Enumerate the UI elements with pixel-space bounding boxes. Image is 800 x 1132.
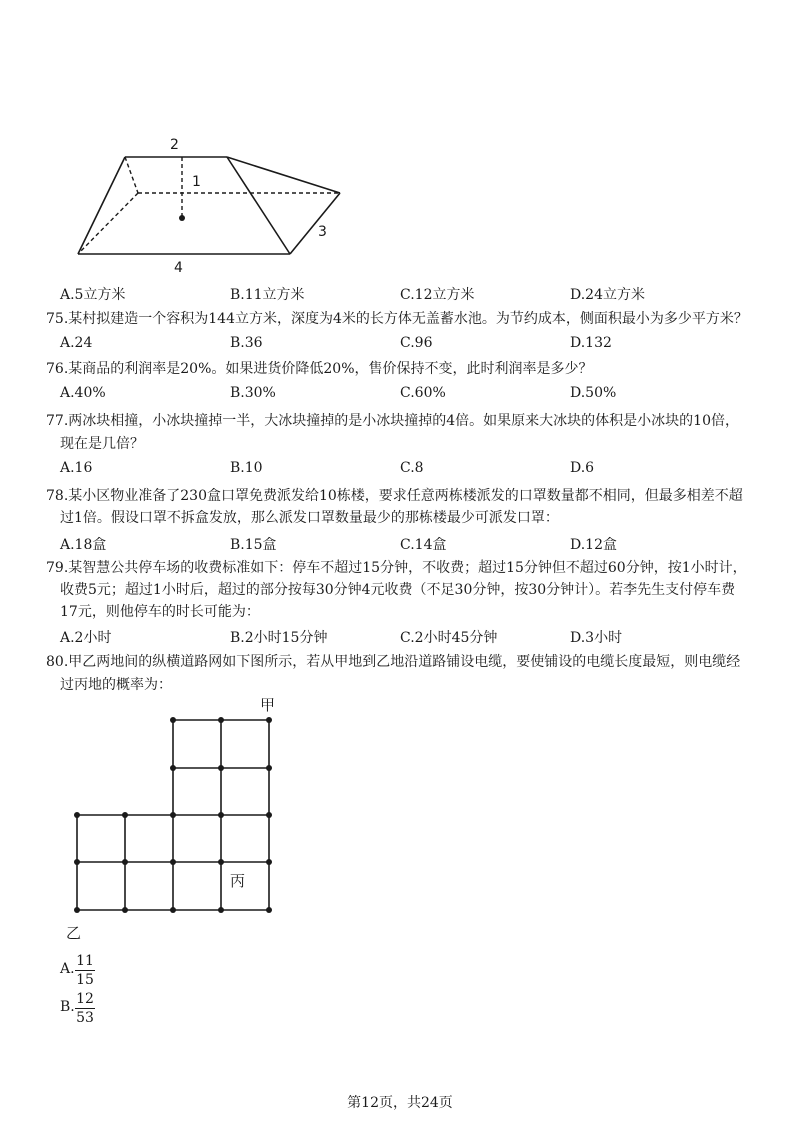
q74-option-b[interactable]: B.11立方米	[230, 287, 305, 303]
q75-options	[60, 335, 760, 355]
q79-option-b[interactable]: B.2小时15分钟	[230, 630, 328, 646]
q80-option-b-fraction	[74, 990, 96, 1027]
q77-option-a[interactable]: A.16	[60, 460, 93, 476]
q80-option-a-fraction	[74, 952, 96, 989]
grid-node	[122, 812, 128, 818]
q75-option-b[interactable]: B.36	[230, 335, 263, 351]
q80-option-b-numerator: 12	[76, 991, 94, 1007]
q79-options	[60, 627, 760, 647]
grid-node	[122, 907, 128, 913]
road-grid-figure	[60, 690, 290, 950]
q78-option-d[interactable]: D.12盒	[570, 537, 617, 553]
grid-node	[266, 717, 272, 723]
prism-hidden-top-edge	[125, 157, 138, 193]
q76-options	[60, 385, 760, 405]
grid-label-jia: 甲	[260, 696, 276, 714]
q76-option-d[interactable]: D.50%	[570, 385, 617, 401]
q80-text-line2: 过丙地的概率为：	[60, 677, 172, 693]
q74-option-d[interactable]: D.24立方米	[570, 287, 645, 303]
grid-node	[170, 859, 176, 865]
q78-options	[60, 534, 760, 554]
prism-back-right-edge	[290, 193, 340, 254]
grid-node	[266, 765, 272, 771]
q77-text-line2: 现在是几倍？	[60, 436, 144, 452]
prism-figure	[70, 130, 360, 280]
q76-option-a[interactable]: A.40%	[60, 385, 106, 401]
q78-option-b[interactable]: B.15盒	[230, 537, 277, 553]
q80-option-a-prefix: A.	[60, 961, 75, 977]
grid-node	[170, 812, 176, 818]
q76-text: 76.某商品的利润率是20%。如果进货价降低20%，售价保持不变，此时利润率是多少？	[46, 361, 593, 377]
q76-option-c[interactable]: C.60%	[400, 385, 446, 401]
q80-option-b-prefix: B.	[60, 999, 75, 1015]
grid-node	[218, 717, 224, 723]
q78-option-c[interactable]: C.14盒	[400, 537, 447, 553]
grid-node	[218, 907, 224, 913]
q79-option-d[interactable]: D.3小时	[570, 630, 623, 646]
grid-node	[218, 812, 224, 818]
q79-option-c[interactable]: C.2小时45分钟	[400, 630, 498, 646]
grid-label-bing: 丙	[230, 872, 246, 890]
q79-text-line1: 79.某智慧公共停车场的收费标准如下：停车不超过15分钟，不收费；超过15分钟但不超过60分钟，按1小时计，	[46, 560, 747, 576]
q74-options	[60, 284, 760, 304]
prism-height-foot	[179, 215, 185, 221]
prism-label-top: 2	[170, 137, 179, 153]
grid-node	[170, 717, 176, 723]
q80-option-b-denominator: 53	[76, 1010, 94, 1026]
q79-text-line3: 17元，则他停车的时长可能为：	[60, 604, 260, 620]
prism-label-bottom: 4	[174, 260, 183, 276]
q75-option-d[interactable]: D.132	[570, 335, 612, 351]
q77-option-c[interactable]: C.8	[400, 460, 424, 476]
q77-options	[60, 460, 760, 480]
q74-option-c[interactable]: C.12立方米	[400, 287, 475, 303]
q80-option-a-numerator: 11	[76, 953, 94, 969]
prism-top-right-edge	[227, 157, 340, 193]
grid-node	[74, 812, 80, 818]
grid-node	[218, 859, 224, 865]
grid-node	[74, 859, 80, 865]
prism-left-edge	[78, 157, 125, 254]
prism-front-right-edge	[227, 157, 290, 254]
q77-option-b[interactable]: B.10	[230, 460, 263, 476]
grid-node	[122, 859, 128, 865]
q80-option-a-denominator: 15	[76, 972, 94, 988]
q77-text-line1: 77.两冰块相撞，小冰块撞掉一半，大冰块撞掉的是小冰块撞掉的4倍。如果原来大冰块的体积是小冰块的10倍，	[46, 413, 739, 429]
prism-hidden-bottom-edge	[78, 193, 138, 254]
grid-node	[266, 859, 272, 865]
grid-node	[74, 907, 80, 913]
q77-option-d[interactable]: D.6	[570, 460, 595, 476]
q80-option-a[interactable]	[60, 952, 120, 990]
q80-option-b[interactable]	[60, 990, 120, 1028]
q75-option-a[interactable]: A.24	[60, 335, 93, 351]
q78-text-line2: 过1倍。假设口罩不拆盒发放，那么派发口罩数量最少的那栋楼最少可派发口罩：	[60, 510, 559, 526]
grid-node	[266, 812, 272, 818]
q79-option-a[interactable]: A.2小时	[60, 630, 112, 646]
prism-label-side: 3	[318, 224, 327, 240]
grid-node	[218, 765, 224, 771]
q79-text-line2: 收费5元；超过1小时后，超过的部分按每30分钟4元收费（不足30分钟，按30分钟计）。若李先生支付停车费	[60, 582, 736, 598]
grid-node	[266, 907, 272, 913]
q74-option-a[interactable]: A.5立方米	[60, 287, 126, 303]
q80-text-line1: 80.甲乙两地间的纵横道路网如下图所示，若从甲地到乙地沿道路铺设电缆，要使铺设的电缆长度最短，则电缆经	[46, 654, 741, 670]
q78-text-line1: 78.某小区物业准备了230盒口罩免费派发给10栋楼，要求任意两栋楼派发的口罩数量都不相同，但最多相差不超	[46, 488, 743, 504]
q78-option-a[interactable]: A.18盒	[60, 537, 107, 553]
page-footer: 第12页，共24页	[347, 1095, 453, 1111]
grid-node	[170, 765, 176, 771]
grid-node	[170, 907, 176, 913]
q75-option-c[interactable]: C.96	[400, 335, 433, 351]
q75-text: 75.某村拟建造一个容积为144立方米，深度为4米的长方体无盖蓄水池。为节约成本，侧面积最小为多少平方米？	[46, 311, 748, 327]
q76-option-b[interactable]: B.30%	[230, 385, 276, 401]
prism-label-height: 1	[192, 174, 201, 190]
grid-label-yi: 乙	[66, 924, 82, 942]
